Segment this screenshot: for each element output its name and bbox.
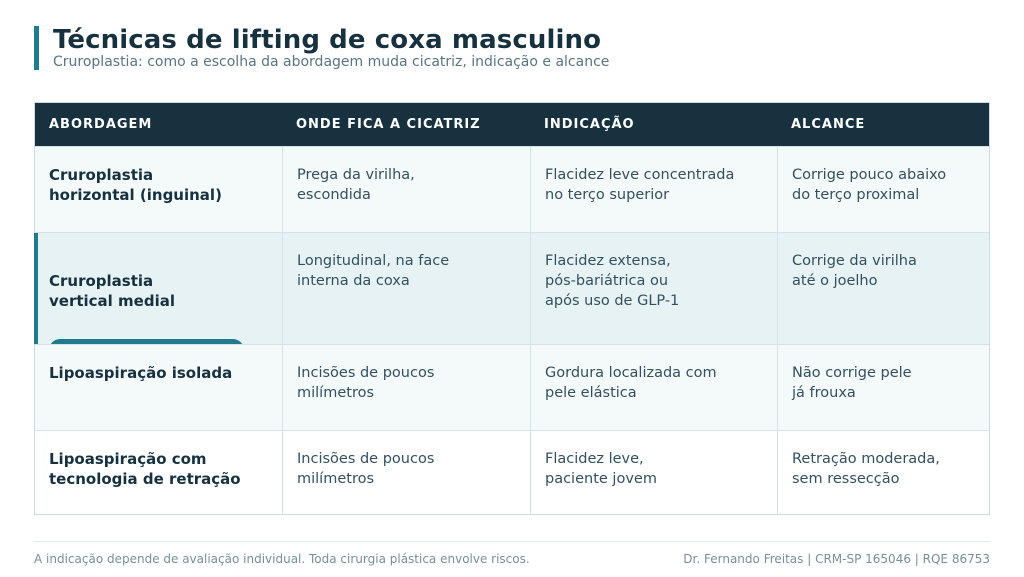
column-header-indication: INDICAÇÃO (544, 117, 635, 132)
column-header-reach: ALCANCE (791, 117, 866, 132)
scar-cell: Incisões de poucos milímetros (282, 345, 530, 430)
footer-disclaimer: A indicação depende de avaliação individual. Toda cirurgia plástica envolve riscos. (34, 552, 530, 566)
table-header (35, 103, 989, 146)
title-accent-bar (34, 26, 39, 70)
footer-divider (34, 541, 990, 542)
indication-cell: Flacidez leve, paciente jovem (530, 431, 777, 514)
column-header-scar: ONDE FICA A CICATRIZ (296, 117, 481, 132)
table-row (35, 146, 989, 232)
indication-cell: Flacidez extensa, pós-bariátrica ou após uso de GLP-1 (530, 233, 777, 344)
scar-cell: Prega da virilha, escondida (282, 147, 530, 232)
page-subtitle: Cruroplastia: como a escolha da abordagem muda cicatriz, indicação e alcance (53, 54, 610, 70)
approach-cell: Lipoaspiração com tecnologia de retração (49, 450, 241, 488)
column-header-approach: ABORDAGEM (49, 117, 153, 132)
indication-cell: Gordura localizada com pele elástica (530, 345, 777, 430)
table-row (35, 430, 989, 514)
reach-cell: Corrige pouco abaixo do terço proximal (777, 147, 989, 232)
indication-cell: Flacidez leve concentrada no terço superior (530, 147, 777, 232)
comparison-table (34, 102, 990, 515)
approach-cell: Cruroplastia horizontal (inguinal) (49, 166, 222, 204)
table-row (35, 344, 989, 430)
page-title: Técnicas de lifting de coxa masculino (53, 25, 602, 55)
approach-label: Cruroplastia vertical medial (49, 272, 175, 310)
reach-cell: Não corrige pele já frouxa (777, 345, 989, 430)
reach-cell: Corrige da virilha até o joelho (777, 233, 989, 344)
page-header (34, 26, 990, 70)
approach-cell (35, 233, 282, 344)
reach-cell: Retração moderada, sem ressecção (777, 431, 989, 514)
footer-credit: Dr. Fernando Freitas | CRM-SP 165046 | RQE 86753 (683, 552, 990, 566)
scar-cell: Longitudinal, na face interna da coxa (282, 233, 530, 344)
table-row-highlighted (35, 232, 989, 344)
scar-cell: Incisões de poucos milímetros (282, 431, 530, 514)
approach-cell: Lipoaspiração isolada (49, 364, 233, 382)
